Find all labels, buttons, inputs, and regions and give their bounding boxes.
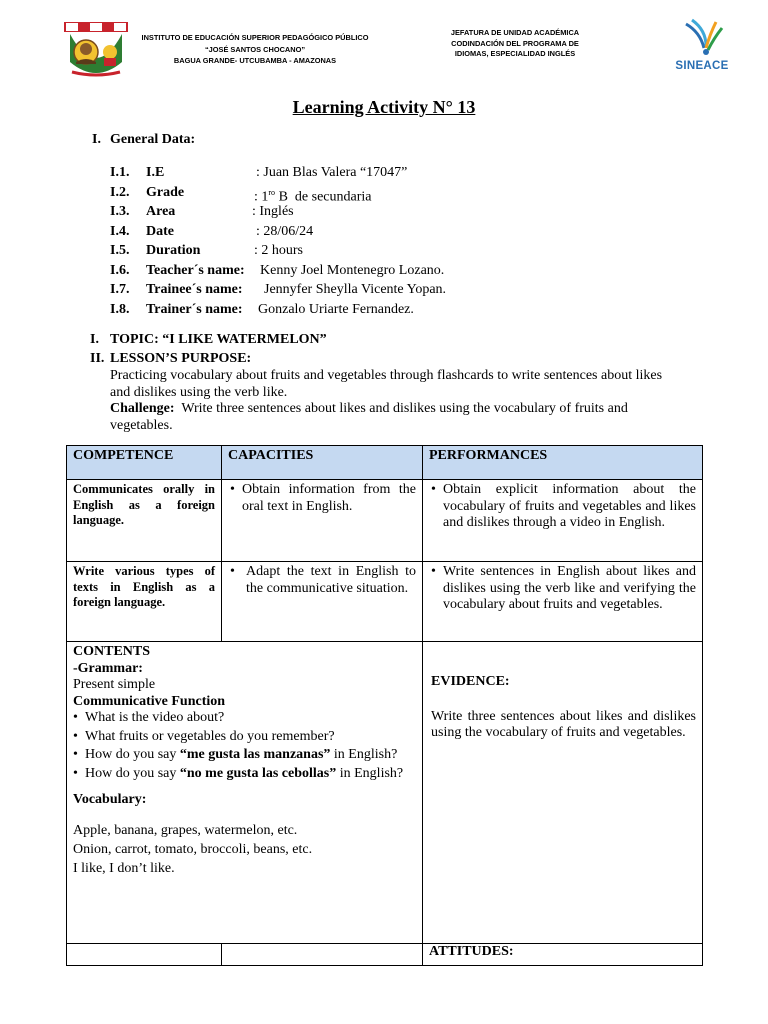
attitudes-row [67,944,703,966]
empty-cell [222,944,423,966]
competence-cell: Communicates orally in English as a foreign language. [67,480,222,562]
table-row [67,562,703,642]
topic-text: TOPIC: “I LIKE WATERMELON” [110,332,327,347]
row-value: : Juan Blas Valera “17047” [256,165,408,180]
purpose-text [110,368,670,434]
row-number: I.8. [110,301,130,317]
row-label: Area [146,204,176,219]
row-number: I.7. [110,282,130,297]
jefatura-line-3: IDIOMAS, ESPECIALIDAD INGLÉS [454,49,576,59]
sineace-text: SINEACE [675,60,729,72]
contents-cell [67,642,423,944]
function-label: Communicative Function [73,693,226,709]
evidence-text: Write three sentences about likes and dislikes using the vocabulary of fruits and vegetables. [431,708,696,740]
attitudes-label: ATTITUDES: [423,944,703,966]
header-performances: PERFORMANCES [423,446,703,480]
question-bold: “me gusta las manzanas” [179,747,331,762]
institute-line-3: BAGUA GRANDE- UTCUBAMBA - AMAZONAS [173,56,337,65]
vocab-line: Apple, banana, grapes, watermelon, etc. [73,822,298,838]
question-text: What is the video about? [85,710,225,725]
row-label: Grade [146,184,185,200]
competence-cell: Write various types of texts in English as a foreign language. [67,562,222,642]
row-value: : $1^{ro}$ B de secundaria [254,187,372,205]
row-value: : 2 hours [254,243,303,258]
row-value: Jennyfer Sheylla Vicente Yopan. [264,282,447,297]
row-number: I.1. [110,165,130,180]
institute-logo-icon [64,22,128,80]
purpose-title: LESSON’S PURPOSE: [110,351,252,366]
capacity-text: • Obtain information from the oral text in English. [228,482,416,515]
institute-line-1: INSTITUTO DE EDUCACIÓN SUPERIOR PEDAGÓGICO PÚBLICO [141,33,369,42]
page-title-text: Learning Activity N° 13 [292,97,476,117]
row-label: Teacher´s name: [146,262,245,278]
row-label: Duration [146,243,201,258]
question-text: How do you say [85,747,180,762]
performance-cell [423,480,703,562]
row-label: Trainee´s name: [146,282,243,297]
vocab-line: Onion, carrot, tomato, broccoli, beans, etc. [73,841,313,857]
grammar-label: -Grammar: [73,660,143,676]
question-item [73,747,416,764]
general-data-title: General Data: [110,132,196,147]
general-data-num: I. [92,132,101,147]
capacity-cell [222,480,423,562]
institute-name [140,32,370,67]
evidence-label: EVIDENCE: [431,674,510,689]
institute-line-2: “JOSÉ SANTOS CHOCANO” [204,44,306,54]
sineace-logo [656,18,748,78]
row-number: I.6. [110,262,130,278]
vocab-label: Vocabulary: [73,792,147,807]
jefatura-line-1: JEFATURA DE UNIDAD ACADÉMICA [450,28,580,37]
question-item [73,710,416,727]
purpose-heading [90,351,251,367]
table-header-row [67,446,703,480]
row-number: I.4. [110,223,130,239]
question-item [73,766,416,783]
performance-cell [423,562,703,642]
question-post: in English? [336,765,404,781]
page-title [0,97,768,118]
question-text: What fruits or vegetables do you remember? [85,728,335,744]
row-number: I.5. [110,243,130,258]
jefatura-line-2: CODINDACIÓN DEL PROGRAMA DE [451,38,579,48]
jefatura-block [428,28,602,60]
question-bold: “no me gusta las cebollas” [179,765,337,781]
question-item [73,729,416,746]
general-data-heading [92,132,195,148]
row-label: Date [146,223,174,239]
capacity-cell [222,562,423,642]
header-competence: COMPETENCE [67,446,222,480]
performance-text: • Obtain explicit information about the vocabulary of fruits and vegetables and likes and dislikes through a video in English. [429,482,696,532]
challenge-label: Challenge: [110,401,175,416]
row-number: I.3. [110,204,130,219]
table-row [67,480,703,562]
question-text: How do you say [85,765,180,781]
capacity-text: • Adapt the text in English to the communicative situation. [228,564,416,597]
row-value: : 28/06/24 [256,223,314,239]
purpose-num: II. [90,351,105,366]
row-value: : Inglés [252,204,294,219]
challenge [110,401,670,434]
row-value: Gonzalo Uriarte Fernandez. [258,301,414,317]
contents-row [67,642,703,944]
evidence-cell [423,642,703,944]
topic-num: I. [90,332,99,347]
row-label: Trainer´s name: [146,301,243,317]
purpose-description: Practicing vocabulary about fruits and vegetables through flashcards to write sentences about likes and dislikes using the verb like. [110,368,663,400]
question-post: in English? [330,747,398,762]
grammar-text: Present simple [73,677,156,692]
vocab-line: I like, I don’t like. [73,860,175,876]
document-header [0,18,768,80]
performance-text: • Write sentences in English about likes and dislikes using the verb like and verifying the vocabulary about fruits and vegetables. [429,564,696,614]
row-number: I.2. [110,184,130,200]
topic-heading [90,332,327,348]
row-label: I.E [146,165,165,180]
competence-table [66,445,703,966]
header-capacities: CAPACITIES [222,446,423,480]
challenge-text: Write three sentences about likes and dislikes using the vocabulary of fruits and vegetables. [110,401,628,433]
row-value: Kenny Joel Montenegro Lozano. [260,262,445,278]
empty-cell [67,944,222,966]
sineace-bird-icon [656,18,748,60]
contents-heading: CONTENTS [73,644,151,659]
